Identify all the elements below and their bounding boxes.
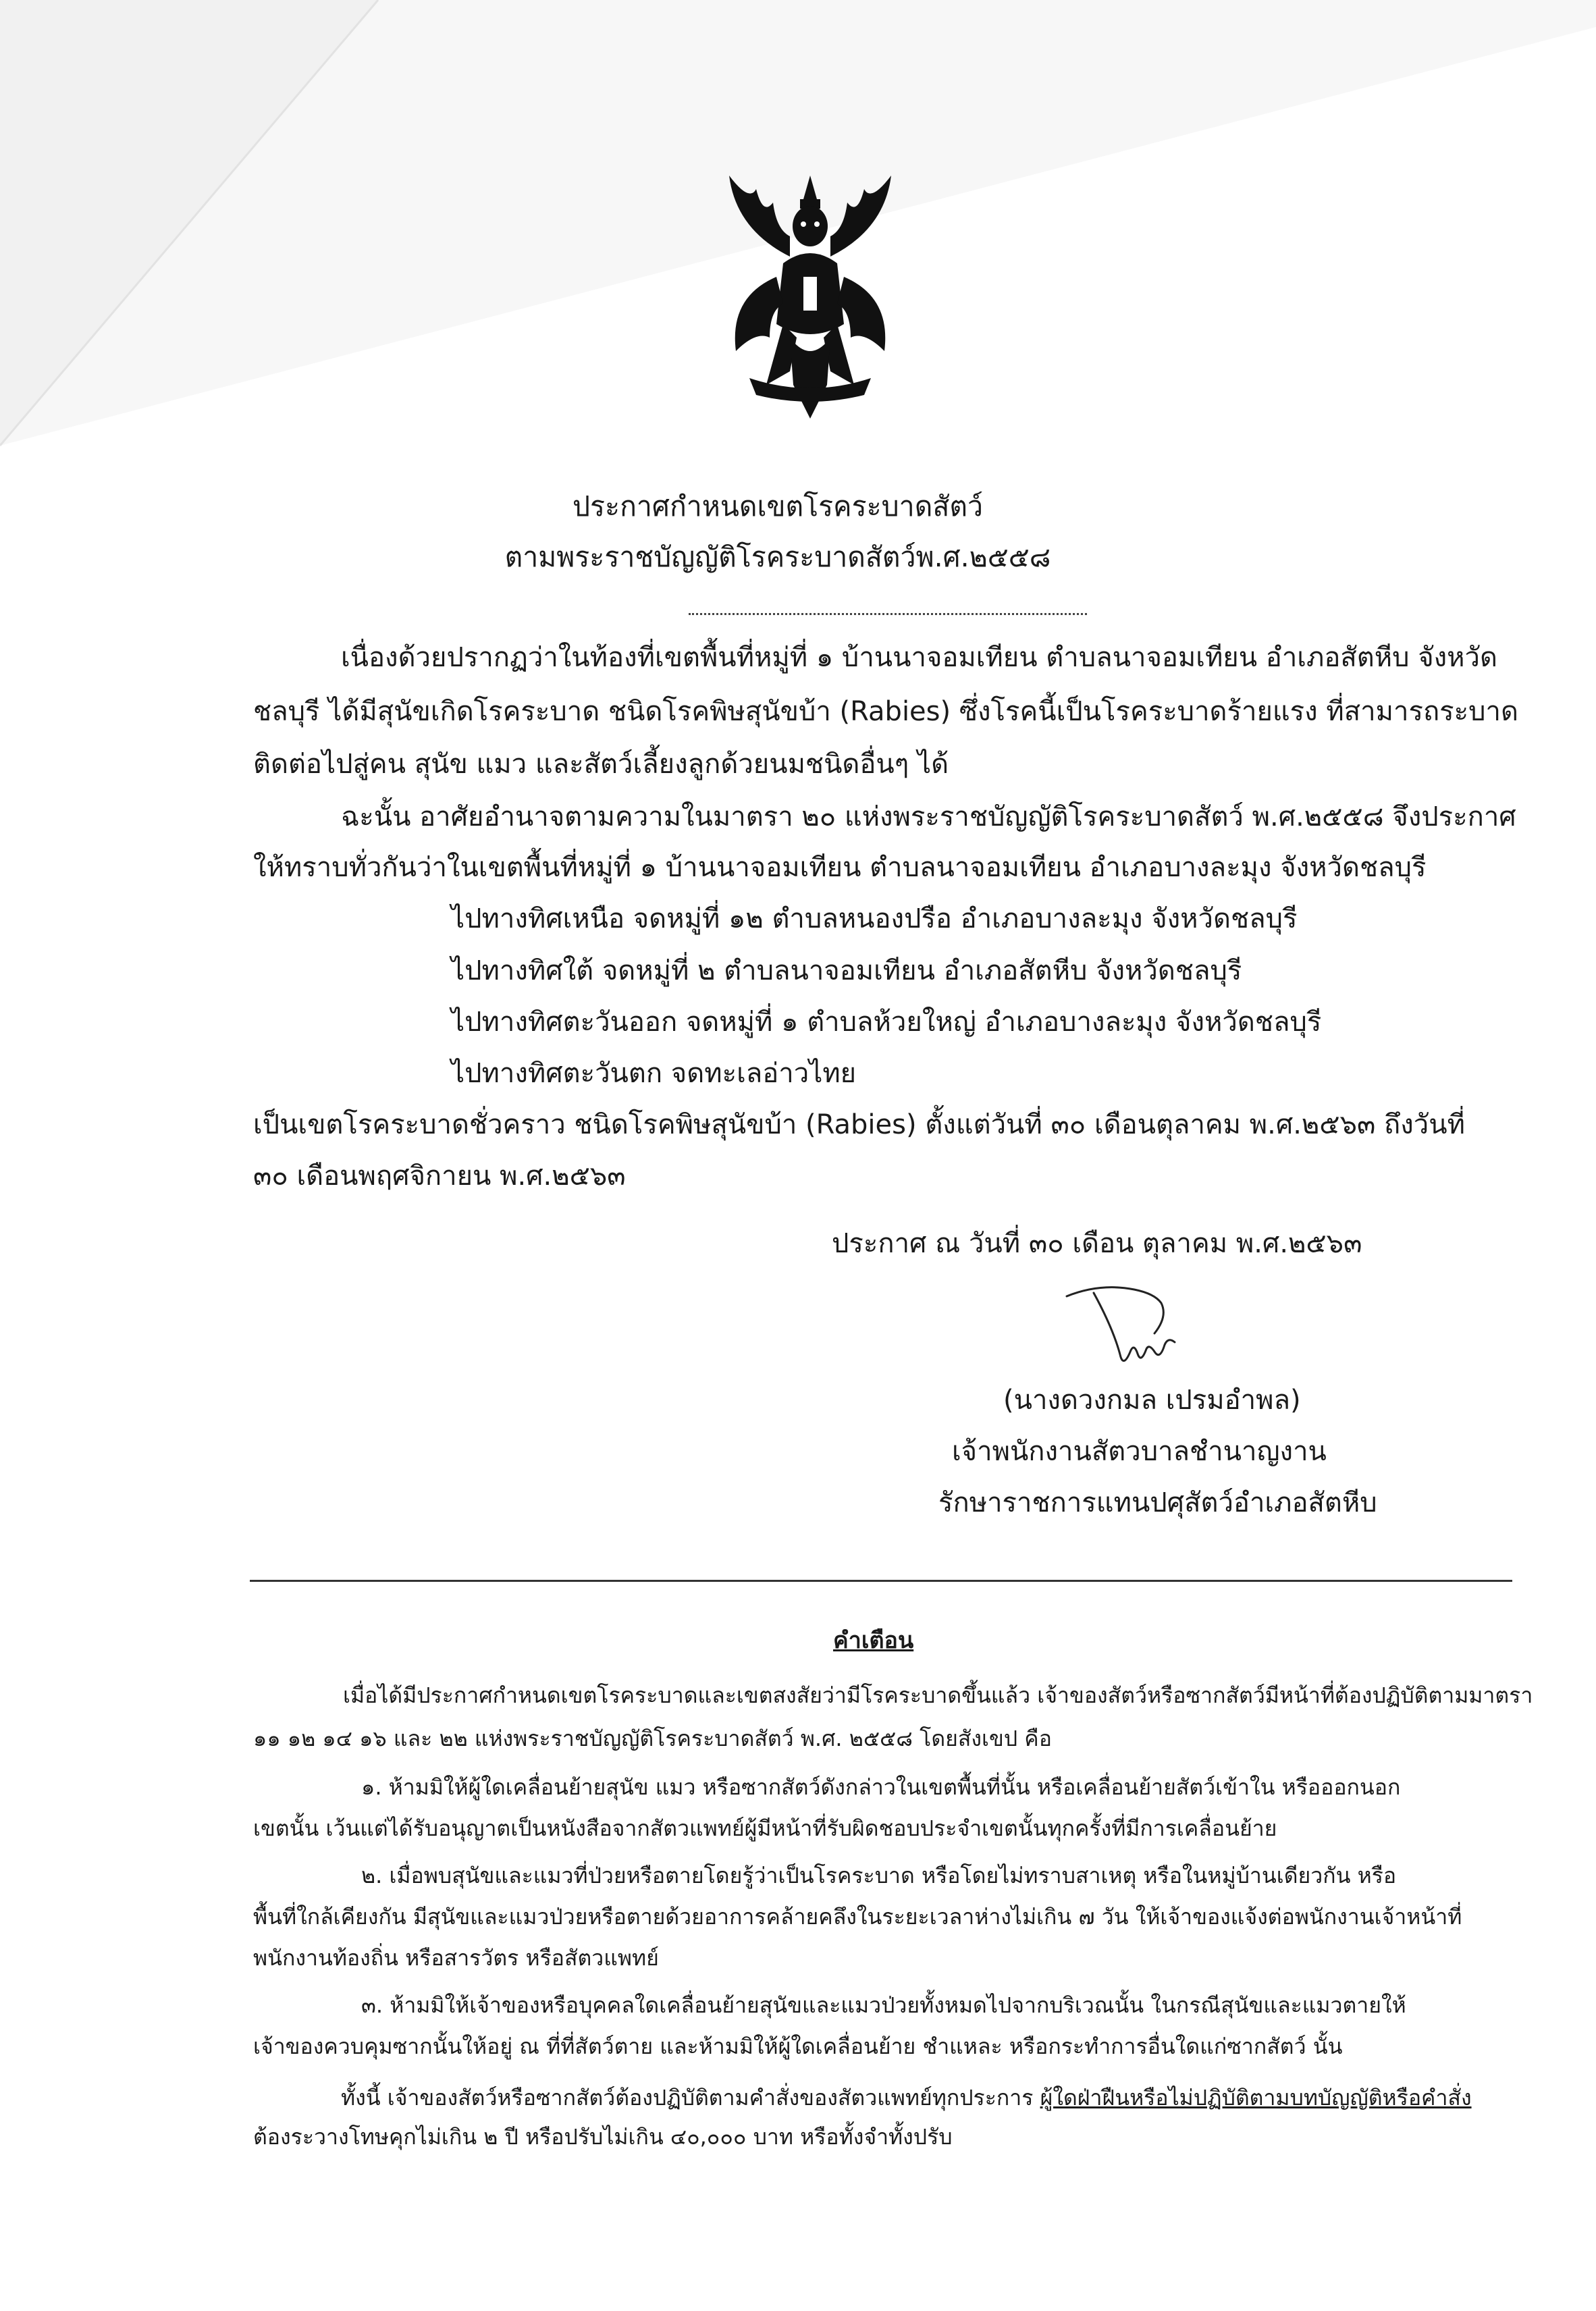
paragraph-line: ติดต่อไปสู่คน สุนัข แมว และสัตว์เลี้ยงลูกด้วยนมชนิดอื่นๆ ได้ xyxy=(253,749,949,780)
warning-line: ต้องระวางโทษคุกไม่เกิน ๒ ปี หรือปรับไม่เกิน ๔๐,๐๐๐ บาท หรือทั้งจำทั้งปรับ xyxy=(253,2124,953,2150)
paragraph-line: ๓๐ เดือนพฤศจิกายน พ.ศ.๒๕๖๓ xyxy=(253,1161,626,1192)
signatory-acting-position: รักษาราชการแทนปศุสัตว์อำเภอสัตหีบ xyxy=(938,1487,1377,1518)
warning-line: ๑๑ ๑๒ ๑๔ ๑๖ และ ๒๒ แห่งพระราชบัญญัติโรคระบาดสัตว์ พ.ศ. ๒๕๕๘ โดยสังเขป คือ xyxy=(253,1726,1052,1751)
warning-line: พนักงานท้องถิ่น หรือสารวัตร หรือสัตวแพทย์ xyxy=(253,1945,659,1971)
dotted-divider xyxy=(689,613,1087,615)
notice-title: ประกาศกำหนดเขตโรคระบาดสัตว์ xyxy=(573,490,983,523)
paragraph-line: เป็นเขตโรคระบาดชั่วคราว ชนิดโรคพิษสุนัขบ้า (Rabies) ตั้งแต่วันที่ ๓๐ เดือนตุลาคม พ.ศ.๒๕๖๓ ถึงวันที่ xyxy=(253,1109,1465,1140)
paragraph-line: เนื่องด้วยปรากฏว่าในท้องที่เขตพื้นที่หมู่ที่ ๑ บ้านนาจอมเทียน ตำบลนาจอมเทียน อำเภอสัตหีบ จังหวัด xyxy=(341,642,1497,673)
boundary-north: ไปทางทิศเหนือ จดหมู่ที่ ๑๒ ตำบลหนองปรือ อำเภอบางละมุง จังหวัดชลบุรี xyxy=(451,903,1298,934)
warning-title: คำเตือน xyxy=(833,1627,914,1654)
warning-closing xyxy=(341,2081,1472,2115)
warning-line: ๒. เมื่อพบสุนัขและแมวที่ป่วยหรือตายโดยรู้ว่าเป็นโรคระบาด หรือโดยไม่ทราบสาเหตุ หรือในหมู่บ้านเดียวกัน หรือ xyxy=(361,1863,1397,1888)
garuda-emblem xyxy=(709,162,911,432)
paragraph-line: ชลบุรี ได้มีสุนัขเกิดโรคระบาด ชนิดโรคพิษสุนัขบ้า (Rabies) ซึ่งโรคนี้เป็นโรคระบาดร้ายแรง ที่สามารถระบาด xyxy=(253,696,1518,727)
paragraph-line: ให้ทราบทั่วกันว่าในเขตพื้นที่หมู่ที่ ๑ บ้านนาจอมเทียน ตำบลนาจอมเทียน อำเภอบางละมุง จังหวัดชลบุรี xyxy=(253,852,1427,883)
boundary-east: ไปทางทิศตะวันออก จดหมู่ที่ ๑ ตำบลห้วยใหญ่ อำเภอบางละมุง จังหวัดชลบุรี xyxy=(451,1007,1322,1038)
signatory-name: (นางดวงกมล เปรมอำพล) xyxy=(1003,1385,1301,1416)
signature xyxy=(1053,1269,1222,1384)
warning-line: เขตนั้น เว้นแต่ได้รับอนุญาตเป็นหนังสือจากสัตวแพทย์ผู้มีหน้าที่รับผิดชอบประจำเขตนั้นทุกครั้งที่มีการเคลื่อนย้าย xyxy=(253,1815,1277,1841)
paragraph-line: ฉะนั้น อาศัยอำนาจตามความในมาตรา ๒๐ แห่งพระราชบัญญัติโรคระบาดสัตว์ พ.ศ.๒๕๕๘ จึงประกาศ xyxy=(341,801,1516,832)
warning-line: เจ้าของควบคุมซากนั้นให้อยู่ ณ ที่ที่สัตว์ตาย และห้ามมิให้ผู้ใดเคลื่อนย้าย ชำแหละ หรือกระทำการอื่นใดแก่ซากสัตว์ นั้น xyxy=(253,2034,1343,2059)
section-divider xyxy=(250,1580,1512,1582)
signatory-position: เจ้าพนักงานสัตวบาลชำนาญงาน xyxy=(952,1436,1327,1467)
notice-subtitle: ตามพระราชบัญญัติโรคระบาดสัตว์พ.ศ.๒๕๕๘ xyxy=(504,541,1051,573)
warning-line: ๓. ห้ามมิให้เจ้าของหรือบุคคลใดเคลื่อนย้ายสุนัขและแมวป่วยทั้งหมดไปจากบริเวณนั้น ในกรณีสุนัขและแมวตายให้ xyxy=(361,1992,1406,2018)
warning-line: ๑. ห้ามมิให้ผู้ใดเคลื่อนย้ายสุนัข แมว หรือซากสัตว์ดังกล่าวในเขตพื้นที่นั้น หรือเคลื่อนย้ายสัตว์เข้าใน หรือออกนอก xyxy=(361,1774,1401,1800)
warning-closing-text: ทั้งนี้ เจ้าของสัตว์หรือซากสัตว์ต้องปฏิบัติตามคำสั่งของสัตวแพทย์ทุกประการ xyxy=(341,2085,1040,2110)
boundary-west: ไปทางทิศตะวันตก จดทะเลอ่าวไทย xyxy=(451,1058,857,1089)
issue-date: ประกาศ ณ วันที่ ๓๐ เดือน ตุลาคม พ.ศ.๒๕๖๓ xyxy=(832,1228,1362,1259)
boundary-south: ไปทางทิศใต้ จดหมู่ที่ ๒ ตำบลนาจอมเทียน อำเภอสัตหีบ จังหวัดชลบุรี xyxy=(451,955,1242,986)
warning-line: เมื่อได้มีประกาศกำหนดเขตโรคระบาดและเขตสงสัยว่ามีโรคระบาดขึ้นแล้ว เจ้าของสัตว์หรือซากสัตว์มีหน้าที่ต้องปฏิบัติตามมาตรา xyxy=(343,1682,1533,1708)
warning-line: พื้นที่ใกล้เคียงกัน มีสุนัขและแมวป่วยหรือตายด้วยอาการคล้ายคลึงในระยะเวลาห่างไม่เกิน ๗ วัน ให้เจ้าของแจ้งต่อพนักงานเจ้าหน้าที่ xyxy=(253,1904,1462,1930)
warning-penalty-clause: ผู้ใดฝ่าฝืนหรือไม่ปฏิบัติตามบทบัญญัติหรือคำสั่ง xyxy=(1040,2085,1472,2110)
